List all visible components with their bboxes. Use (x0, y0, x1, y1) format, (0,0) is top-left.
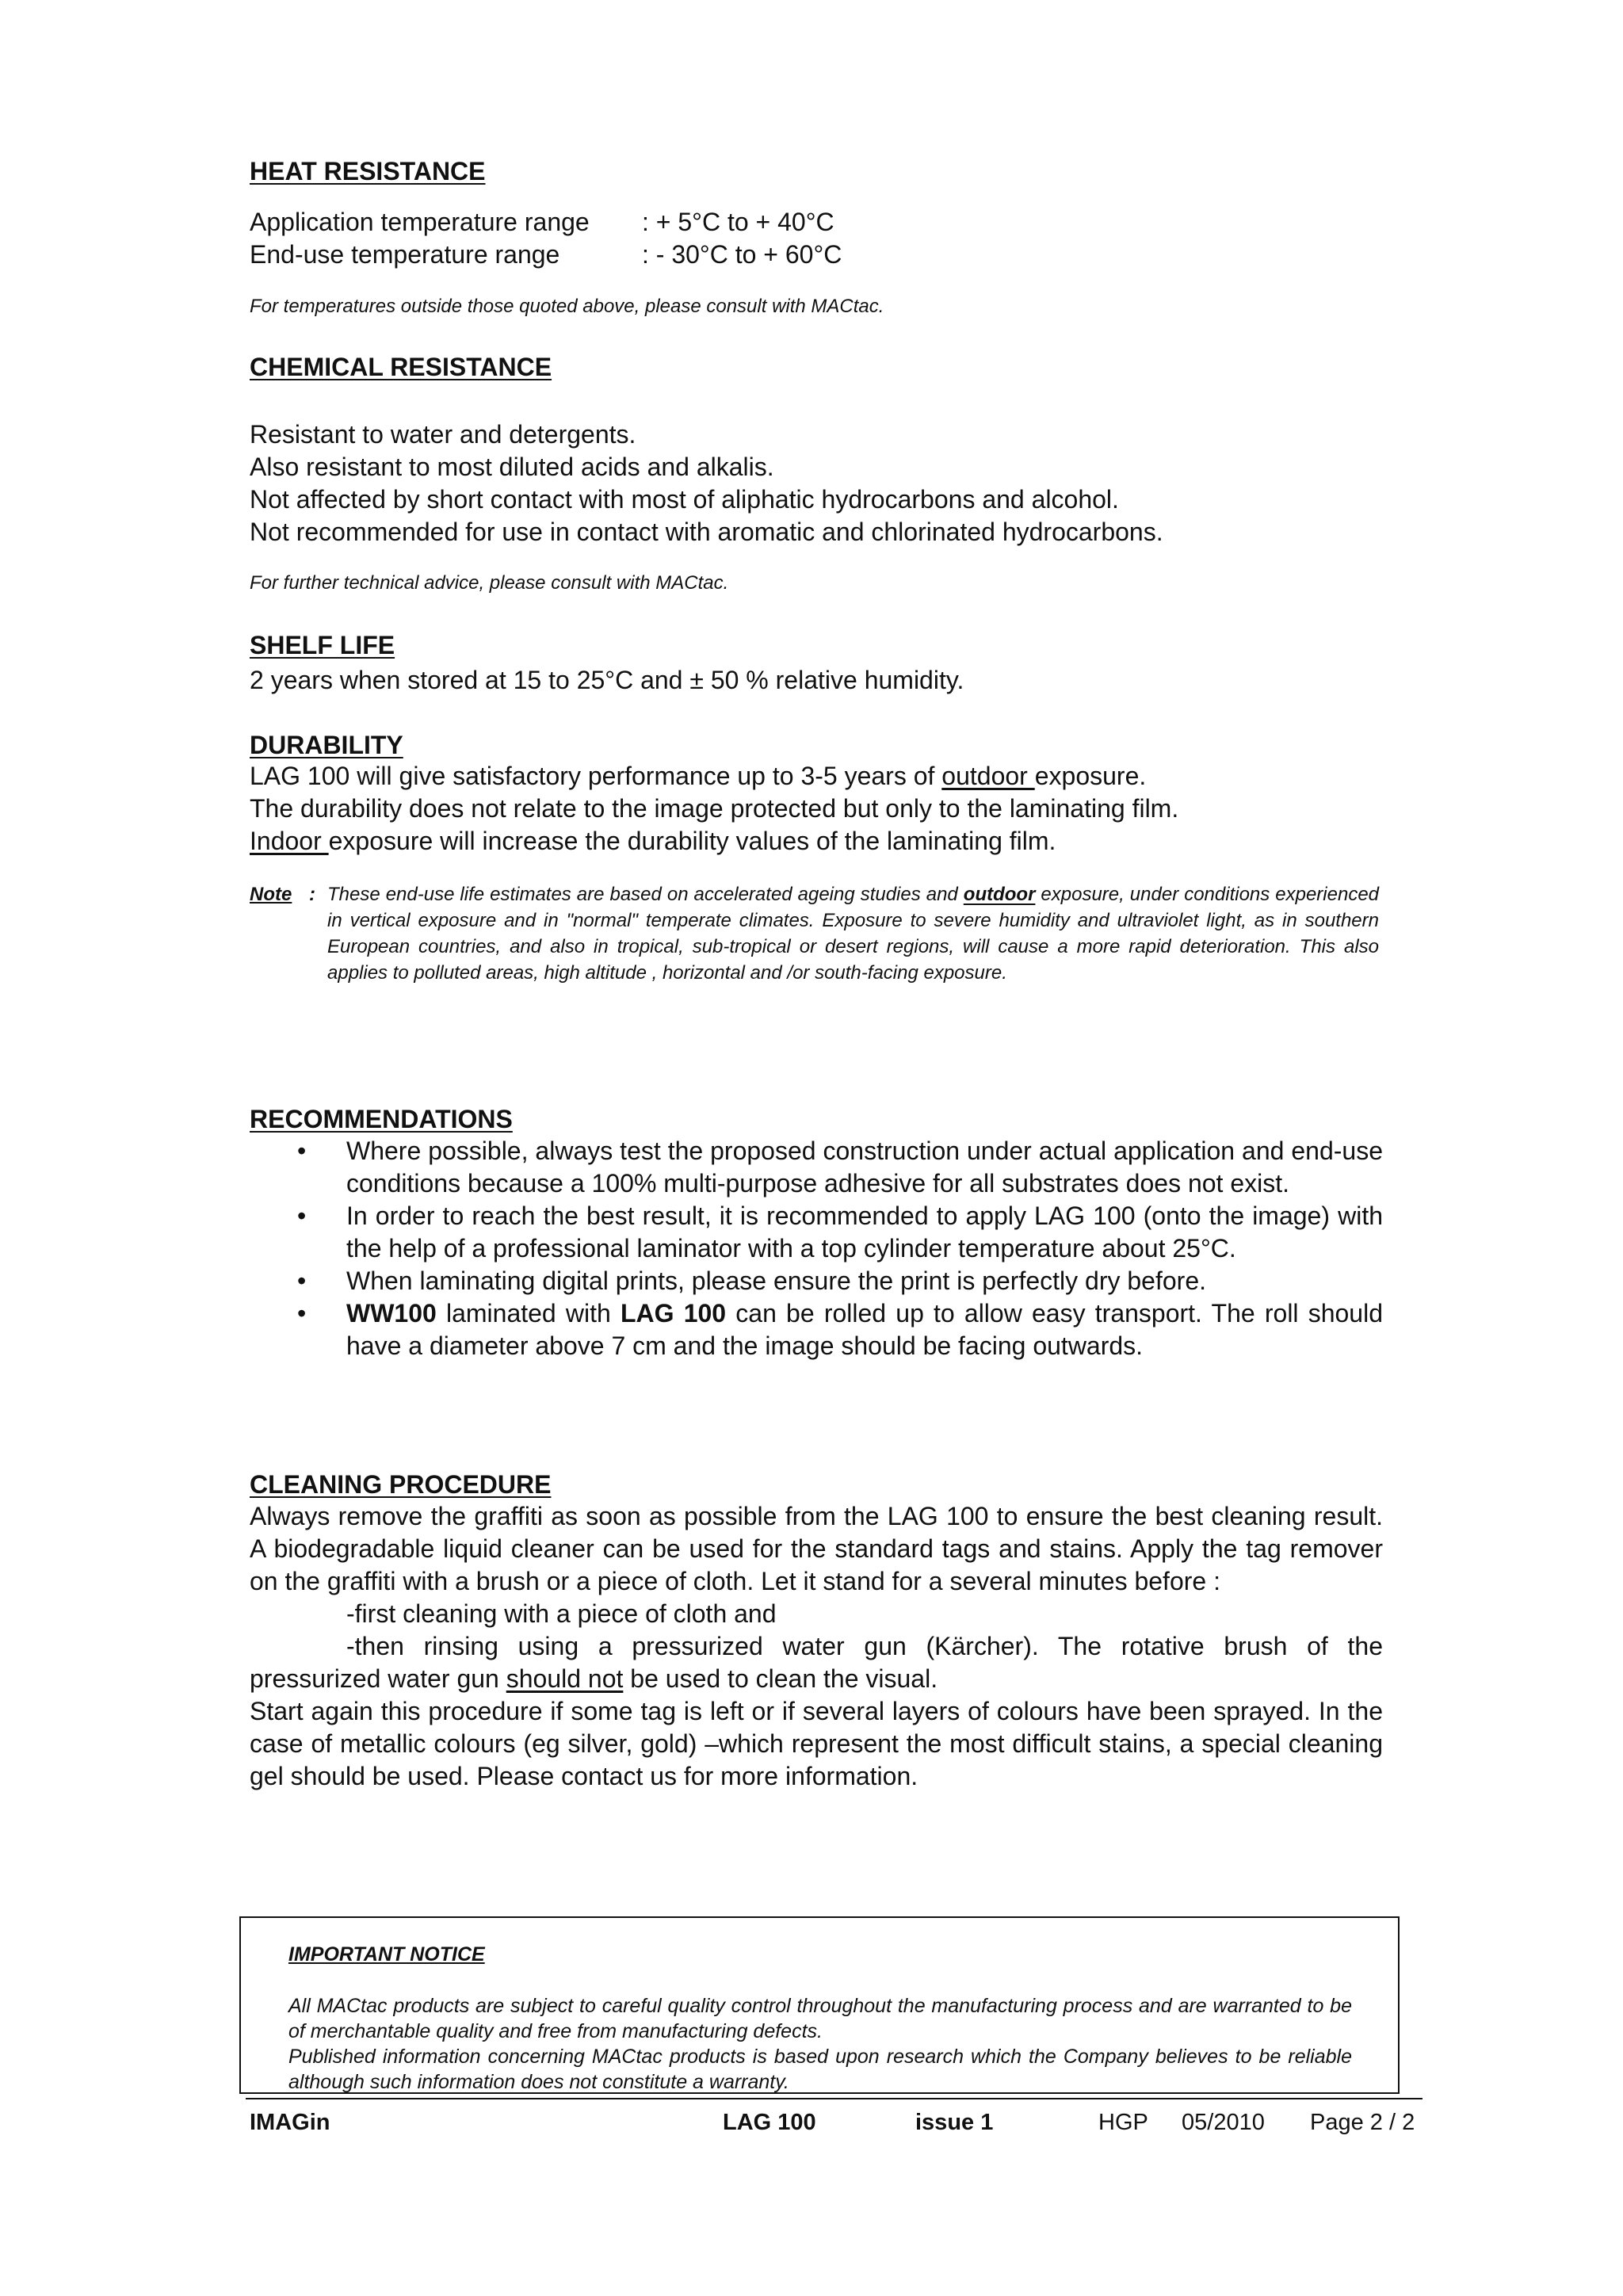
important-notice-box (239, 1916, 1400, 2094)
heat-resistance-heading: HEAT RESISTANCE (250, 157, 486, 185)
footer-divider (246, 2098, 1423, 2099)
list-item (250, 1297, 1383, 1362)
footer-code: HGP (1098, 2110, 1148, 2135)
durability-line-1 (250, 760, 1178, 793)
list-item (250, 1265, 1383, 1297)
recommendation-text: When laminating digital prints, please ensure the print is perfectly dry before. (346, 1266, 1206, 1295)
note-label: Note (250, 884, 292, 905)
important-notice-text (288, 1993, 1352, 2095)
durability-line-1-end: exposure. (1034, 762, 1147, 790)
bullet-icon: • (297, 1137, 307, 1165)
chemical-line: Also resistant to most diluted acids and alkalis. (250, 453, 774, 481)
cleaning-step-1: -first cleaning with a piece of cloth and (346, 1599, 777, 1628)
list-item (250, 1200, 1383, 1265)
durability-line-3 (250, 825, 1178, 858)
bullet-icon: • (297, 1299, 307, 1328)
chemical-resistance-note: For further technical advice, please consult with MACtac. (250, 572, 729, 594)
durability-line-2: The durability does not relate to the image protected but only to the laminating film. (250, 794, 1179, 823)
should-not-underlined: should not (506, 1664, 624, 1693)
shelf-life-text: 2 years when stored at 15 to 25°C and ± 50 % relative humidity. (250, 666, 964, 694)
note-outdoor-underlined: outdoor (963, 884, 1036, 905)
durability-line-3-text: exposure will increase the durability values of the laminating film. (328, 827, 1056, 855)
application-temperature-label: Application temperature range (250, 208, 590, 236)
important-notice-title: IMPORTANT NOTICE (288, 1943, 485, 1966)
bullet-icon: • (297, 1201, 307, 1230)
chemical-line: Not recommended for use in contact with aromatic and chlorinated hydrocarbons. (250, 518, 1163, 546)
bullet-icon: • (297, 1266, 307, 1295)
notice-text-1: All MACtac products are subject to careful quality control throughout the manufacturing process and are warranted to be of merchantable quality and free from manufacturing defects. (288, 1995, 1352, 2042)
cleaning-step-2-b (250, 1663, 1383, 1695)
note-text (327, 881, 1379, 986)
shelf-life-heading: SHELF LIFE (250, 631, 395, 659)
recommendation-text: Where possible, always test the proposed construction under actual application and end-use conditions because a 100% multi-purpose adhesive for all substrates does not exist. (346, 1137, 1383, 1198)
recommendation-text: laminated with (436, 1299, 621, 1328)
chemical-line: Resistant to water and detergents. (250, 420, 636, 449)
note-text-b: exposure, under conditions experienced in vertical exposure and in "normal" temperate climates. Exposure to severe humidity and ultraviolet light, as in southern European countries, and also in tropical, sub-tropical or desert regions, will cause a more rapid deterioration. This also applies to polluted areas, high altitude , horizontal and /or south-facing exposure. (327, 884, 1380, 984)
list-item (250, 1135, 1383, 1200)
recommendation-text: can be rolled up to allow easy transport. The roll should have a diameter above 7 cm and the image should be facing outwards. (346, 1299, 1384, 1360)
cleaning-step-2-text: pressurized water gun (250, 1664, 506, 1693)
heat-resistance-note: For temperatures outside those quoted above, please consult with MACtac. (250, 296, 884, 317)
recommendation-text: In order to reach the best result, it is recommended to apply LAG 100 (onto the image) with the help of a professional laminator with a top cylinder temperature about 25°C. (346, 1201, 1383, 1263)
footer-product: LAG 100 (723, 2110, 816, 2135)
chemical-line: Not affected by short contact with most of aliphatic hydrocarbons and alcohol. (250, 485, 1119, 514)
chemical-resistance-heading: CHEMICAL RESISTANCE (250, 353, 552, 381)
chemical-resistance-list (250, 418, 1163, 548)
cleaning-step-2-a: -then rinsing using a pressurized water gun (Kärcher). The rotative brush of the (346, 1632, 1383, 1660)
note-colon: : (309, 884, 315, 905)
note-text-a: These end-use life estimates are based on accelerated ageing studies and (327, 884, 964, 905)
notice-text-2: Published information concerning MACtac products is based upon research which the Company believes to be reliable although such information does not constitute a warranty. (288, 2046, 1352, 2093)
cleaning-step-2-end: be used to clean the visual. (623, 1664, 938, 1693)
cleaning-para-1: Always remove the graffiti as soon as possible from the LAG 100 to ensure the best cleaning result. A biodegradable liquid cleaner can be used for the standard tags and stains. Apply the tag remover on the graffiti with a brush or a piece of cloth. Let it stand for a several minutes before : (250, 1502, 1383, 1595)
outdoor-underlined: outdoor (941, 762, 1035, 790)
footer-date: 05/2010 (1182, 2110, 1265, 2135)
ww100-bold: WW100 (346, 1299, 437, 1328)
cleaning-para-2: Start again this procedure if some tag is left or if several layers of colours have been sprayed. In the case of metallic colours (eg silver, gold) –which represent the most difficult stains, a special cleaning gel should be used. Please contact us for more information. (250, 1697, 1383, 1790)
cleaning-procedure-heading: CLEANING PROCEDURE (250, 1470, 552, 1499)
recommendations-list (250, 1135, 1383, 1362)
recommendations-heading: RECOMMENDATIONS (250, 1105, 513, 1133)
application-temperature-row (250, 206, 842, 239)
footer-brand: IMAGin (250, 2110, 330, 2135)
durability-text (250, 760, 1178, 858)
indoor-underlined: Indoor (250, 827, 329, 855)
enduse-temperature-label: End-use temperature range (250, 240, 560, 269)
footer-page: Page 2 / 2 (1310, 2110, 1415, 2135)
durability-line-1-text: LAG 100 will give satisfactory performance up to 3-5 years of (250, 762, 942, 790)
enduse-temperature-row (250, 239, 842, 271)
heat-resistance-values (250, 206, 842, 271)
durability-heading: DURABILITY (250, 731, 403, 759)
cleaning-procedure-text (250, 1500, 1383, 1793)
footer-issue: issue 1 (915, 2110, 994, 2135)
application-temperature-value: : + 5°C to + 40°C (642, 208, 834, 236)
enduse-temperature-value: : - 30°C to + 60°C (642, 240, 842, 269)
lag100-bold: LAG 100 (620, 1299, 727, 1328)
